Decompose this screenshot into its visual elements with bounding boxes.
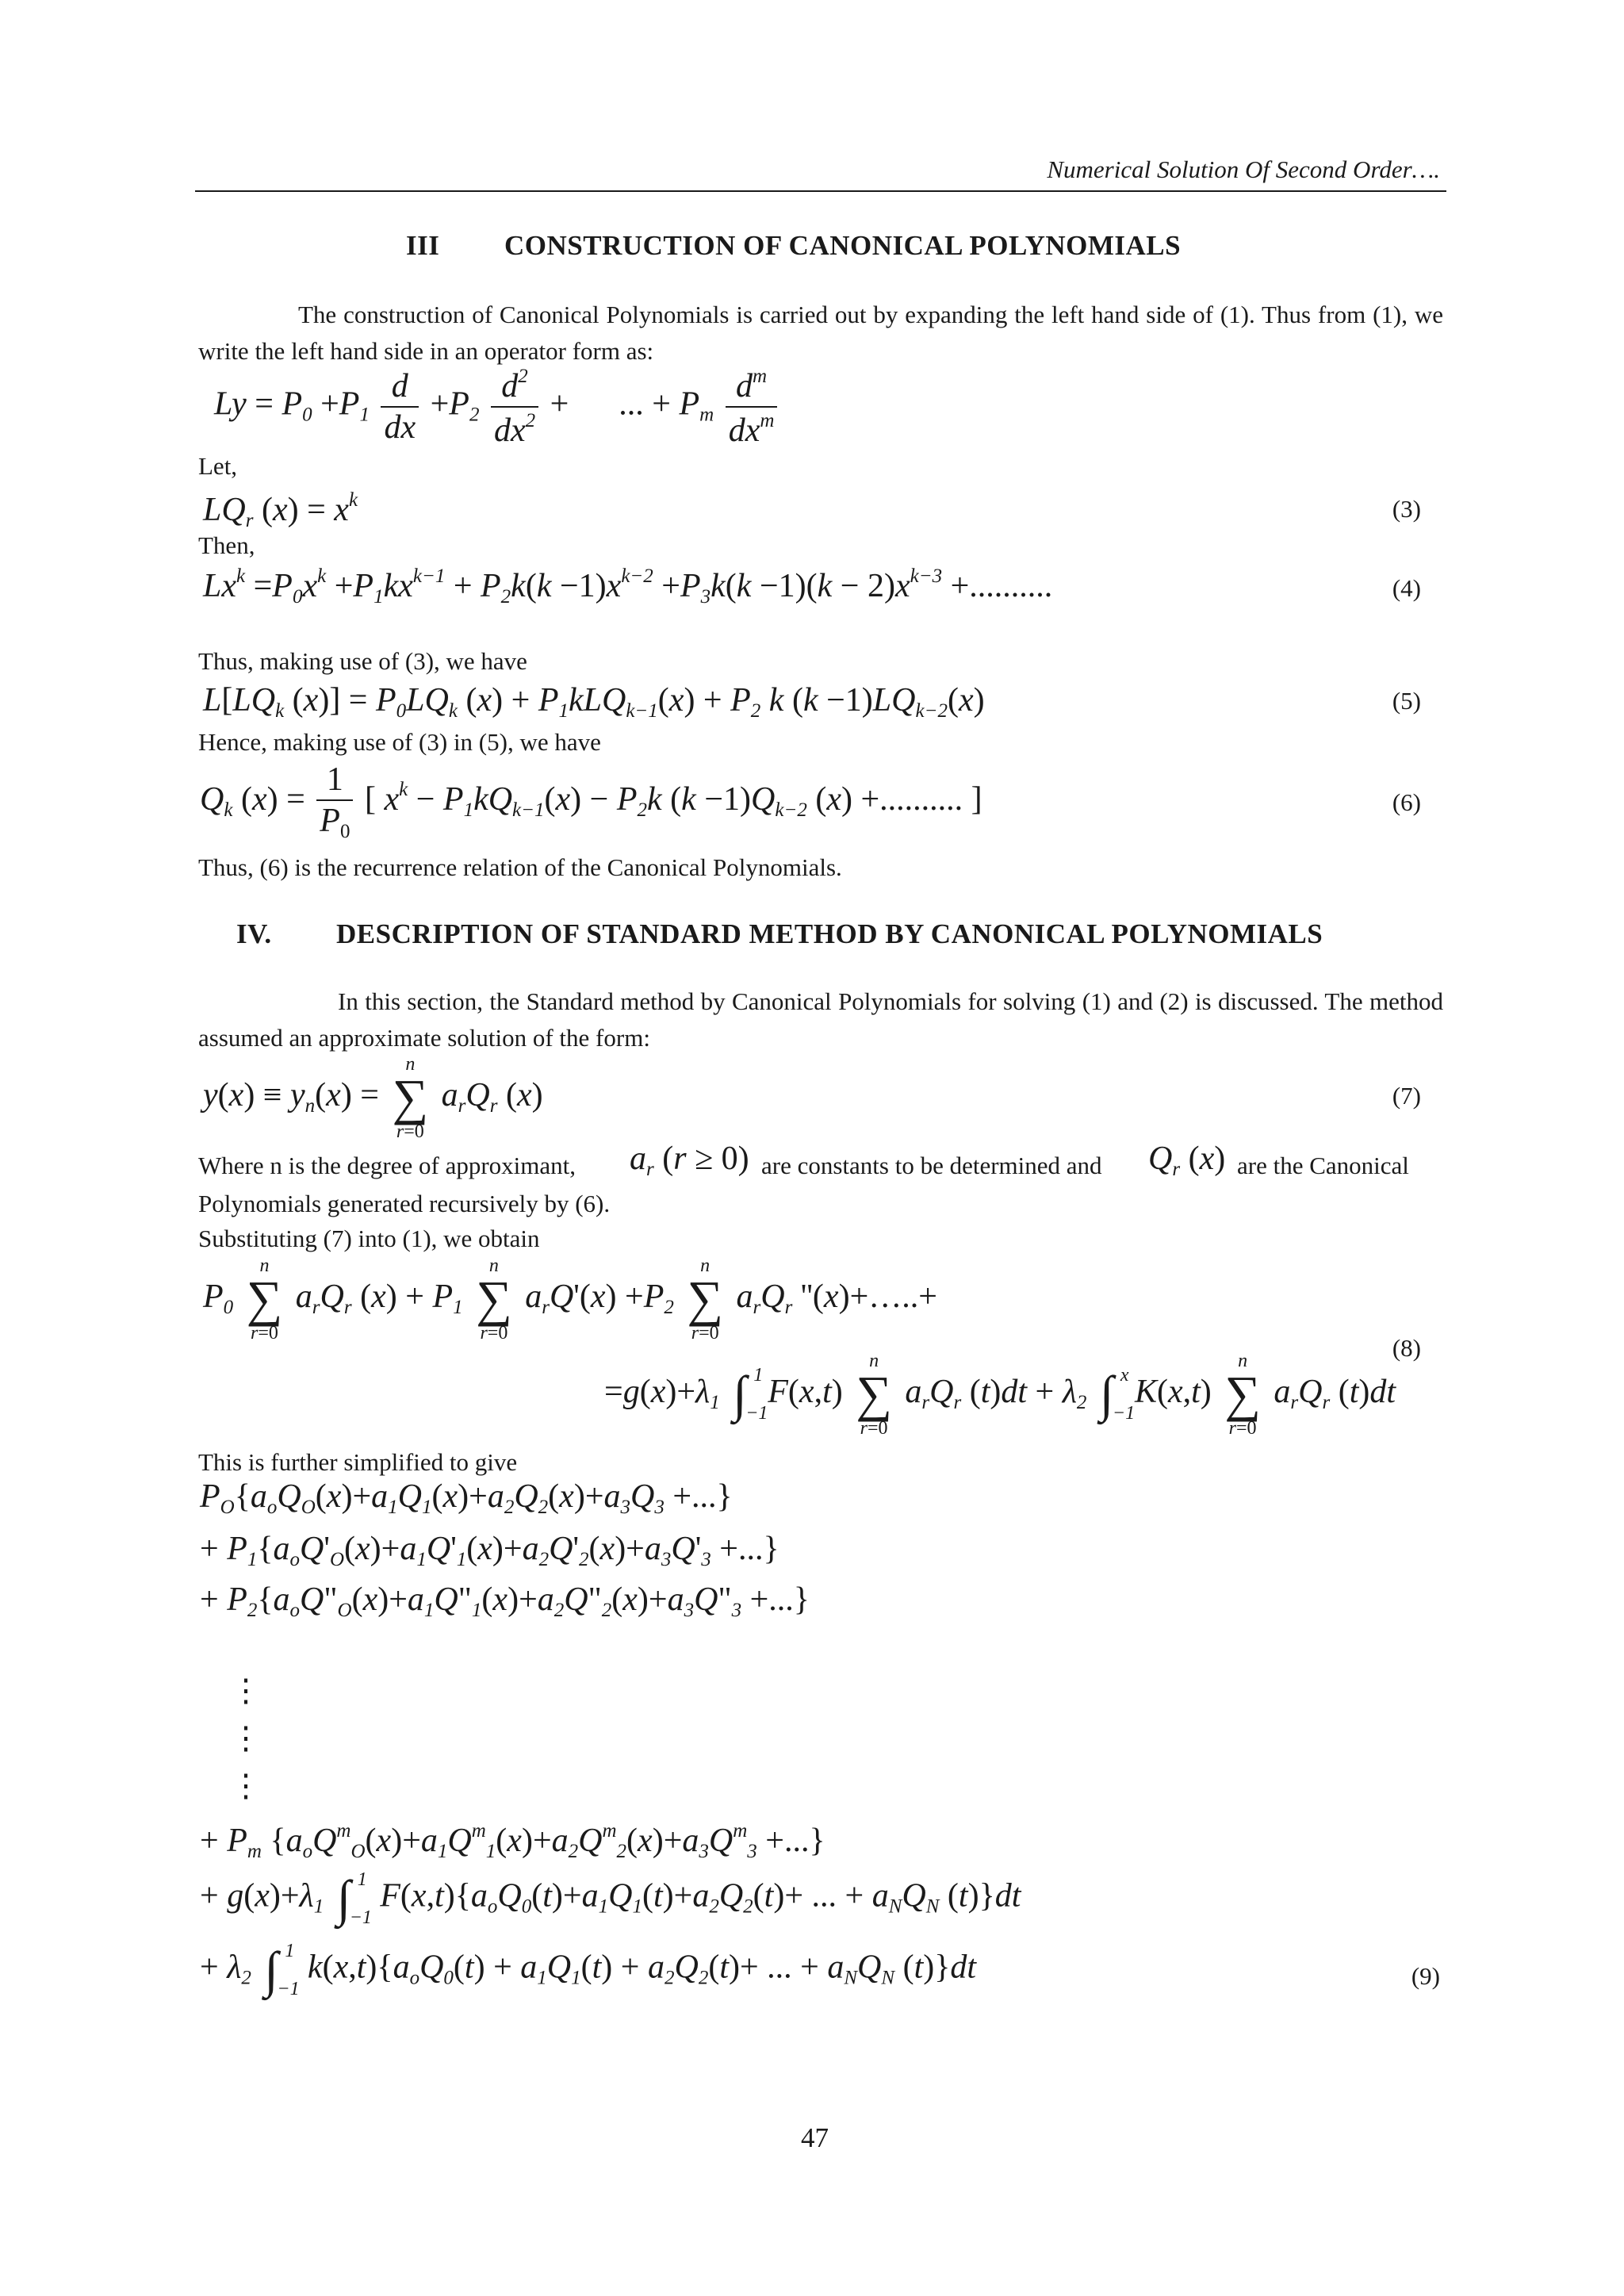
thus-making-use-text: Thus, making use of (3), we have	[198, 647, 527, 675]
equation-8-line-1: $P_0$ n ∑ r=0 $a_rQ_r$ $(x) + P_1$ n ∑ r=0 $a_rQ'(x) +P_2$ n ∑ r=0 $a_rQ_r$ ''(x)+…..+	[203, 1255, 937, 1343]
equation-3: $LQ_r$ $(x) = x^k$	[203, 489, 358, 531]
then-label: Then,	[198, 531, 255, 559]
equation-9-line-4: + $P_m$ {$a_oQ^m_O(x)+a_1Q^m_1(x)+a_2Q^m_2(x)+a_3Q^m_3$ +...}	[200, 1820, 825, 1862]
equation-7: $y(x) \equiv y_n(x)$ = n ∑ r=0 $a_rQ_r$ (x)	[203, 1054, 543, 1142]
hence-making-use-text: Hence, making use of (3) in (5), we have	[198, 728, 601, 756]
where-text-c: are the Canonical	[1237, 1152, 1409, 1179]
canonical-qr: $Q_r$ (x)	[1148, 1140, 1226, 1180]
equation-4: $Lx^k =P_0x^k +P_1kx^{k-1} + P_2k(k -1)x^{k-2} +P_3k(k -1)(k - 2)x^{k-3}$ +..........	[203, 565, 1053, 608]
equation-number-9: (9)	[1411, 1962, 1440, 1990]
equation-number-7: (7)	[1392, 1082, 1421, 1110]
equation-9-line-1: $P_O\{a_oQ_O(x)+a_1Q_1(x)+a_2Q_2(x)+a_3Q_3$ +...}	[200, 1478, 733, 1518]
running-header: Numerical Solution Of Second Order….	[1047, 155, 1440, 183]
equation-9-line-5: + $g(x)+\lambda_1$ ∫ 1 −1 $F(x,t)\{a_oQ_0(t)+a_1Q_1(t)+a_2Q_2(t)+$ ... + $a_NQ_N$ (t)}dt	[200, 1869, 1021, 1928]
page-number: 47	[801, 2122, 829, 2153]
section-3-number: III	[406, 230, 440, 261]
equation-9-line-3: + $P_2\{a_oQ"_O(x)+a_1Q"_1(x)+a_2Q"_2(x)+a_3Q"_3$ +...}	[200, 1581, 810, 1621]
paragraph-method: In this section, the Standard method by Canonical Polynomials for solving (1) and (2) is discussed. The method assumed an approximate solution of the form:	[198, 987, 1443, 1052]
paragraph-construction: The construction of Canonical Polynomials is carried out by expanding the left hand side of (1). Thus from (1), we write the left hand side in an operator form as:	[198, 301, 1443, 365]
equation-9-line-6: + $\lambda_2$ ∫ 1 −1 $k(x,t)\{a_oQ_0(t) + a_1Q_1(t) + a_2Q_2(t)+$ ... + $a_NQ_N$ (t)}dt	[200, 1941, 977, 1999]
vertical-ellipsis-3: ⋮	[230, 1768, 262, 1803]
substituting-text: Substituting (7) into (1), we obtain	[198, 1225, 540, 1252]
where-text-b: are constants to be determined and	[761, 1152, 1102, 1179]
where-text-a: Where n is the degree of approximant,	[198, 1152, 576, 1179]
operator-equation: $Ly = P_0 +P_1$ $\frac{d}{dx}$ $+P_2$ $\frac{d^2}{dx^2}$ + ... + $P_m$ $\frac{d^m}{dx^m}$	[214, 366, 780, 447]
vertical-ellipsis-1: ⋮	[230, 1673, 262, 1708]
equation-number-6: (6)	[1392, 788, 1421, 816]
section-4-number: IV.	[236, 918, 272, 949]
further-simplified-text: This is further simplified to give	[198, 1448, 518, 1476]
where-text-line2: Polynomials generated recursively by (6).	[198, 1190, 611, 1217]
header-rule	[195, 190, 1446, 192]
section-3-title: CONSTRUCTION OF CANONICAL POLYNOMIALS	[504, 230, 1182, 261]
equation-6: $Q_k$ (x) = $\frac{1}{P_0}$ [ $x^k - P_1kQ_{k-1}(x) - P_2k$ $(k -1)Q_{k-2}$ (x) +.......... ]	[200, 761, 982, 842]
equation-5: $L[LQ_k$ $(x)] = P_0LQ_k$ $(x) + P_1kLQ_{k-1}(x) + P_2$ k $(k -1)LQ_{k-2}(x)$	[203, 682, 985, 722]
recurrence-text: Thus, (6) is the recurrence relation of the Canonical Polynomials.	[198, 853, 842, 881]
equation-number-3: (3)	[1392, 495, 1421, 523]
equation-number-8: (8)	[1392, 1334, 1421, 1362]
section-4-title: DESCRIPTION OF STANDARD METHOD BY CANONICAL POLYNOMIALS	[336, 918, 1323, 949]
let-label: Let,	[198, 452, 238, 480]
equation-number-5: (5)	[1392, 687, 1421, 715]
equation-9-line-2: + $P_1\{a_oQ'_O(x)+a_1Q'_1(x)+a_2Q'_2(x)+a_3Q'_3$ +...}	[200, 1531, 779, 1570]
equation-number-4: (4)	[1392, 574, 1421, 602]
vertical-ellipsis-2: ⋮	[230, 1720, 262, 1756]
constants-ar: $a_r$ (r ≥ 0)	[630, 1140, 749, 1180]
equation-8-line-2: $=g(x)+\lambda_1$ ∫ 1 −1 F(x,t) n ∑ r=0 $a_rQ_r$ $(t)dt + \lambda_2$ ∫ x −1 K(x,t) n ∑ r=0 $a_rQ_r$ (t)dt	[604, 1351, 1396, 1439]
